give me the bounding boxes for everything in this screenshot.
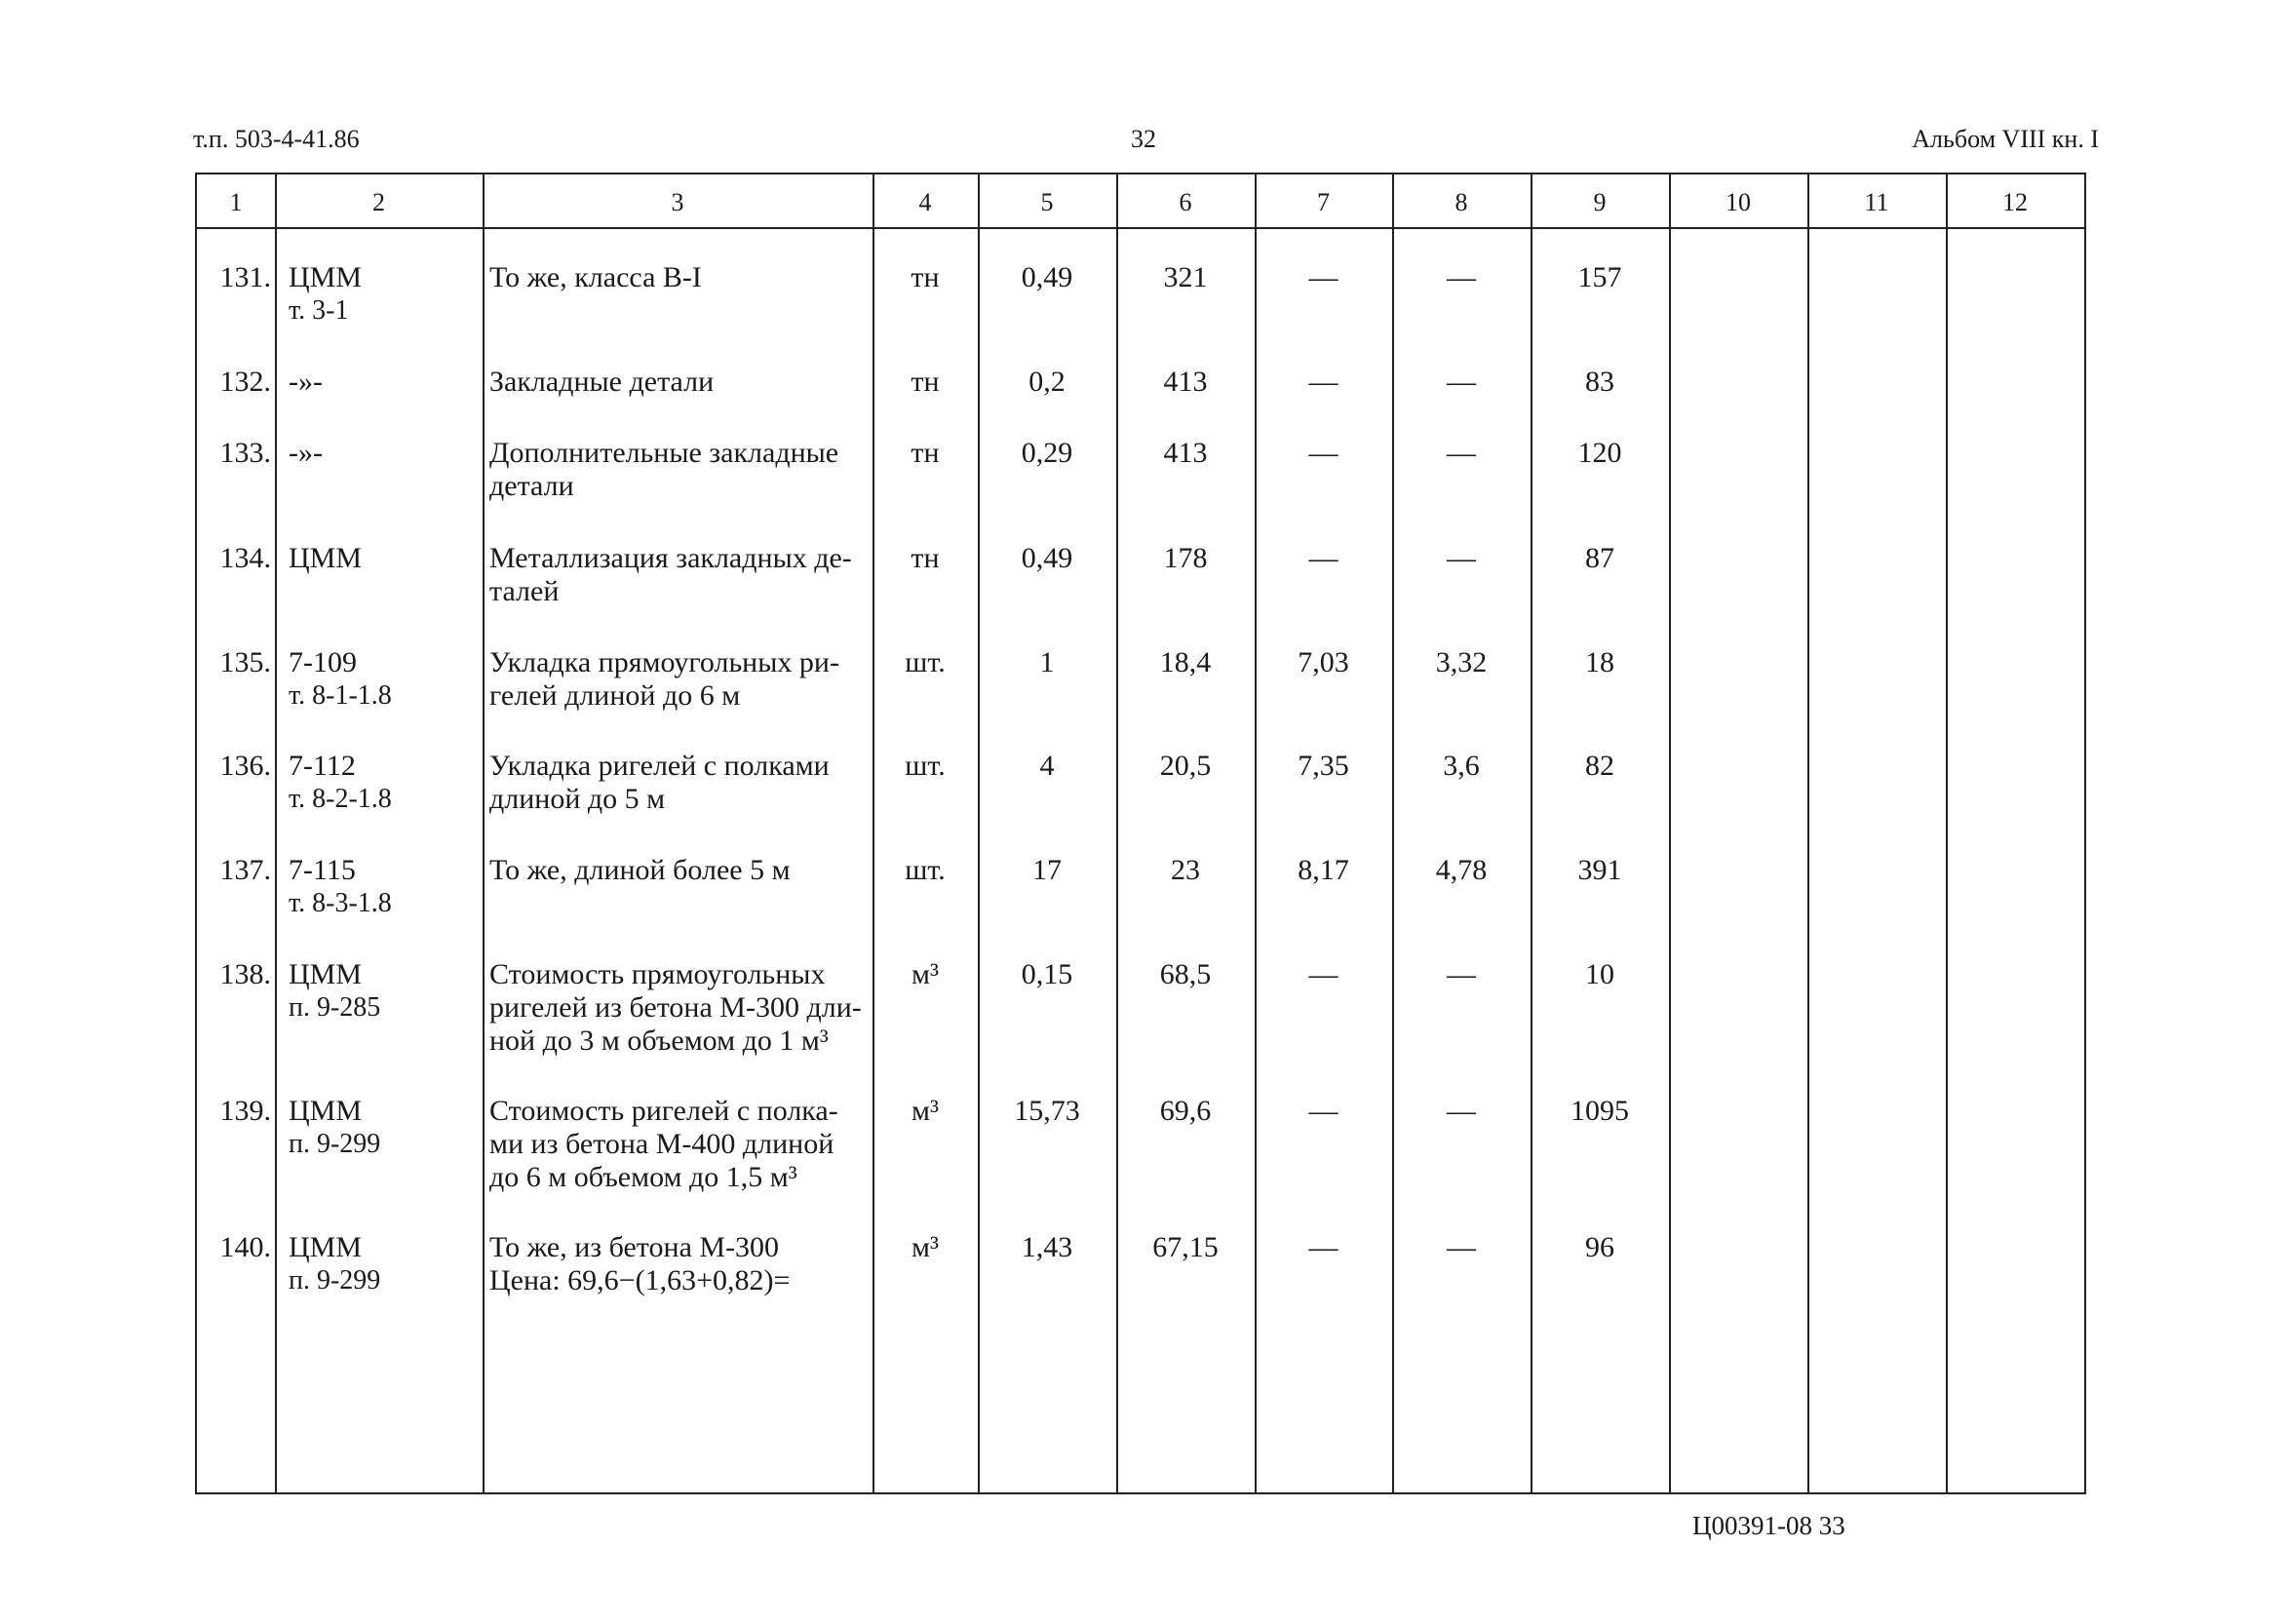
column-number-header: 6: [1179, 188, 1192, 216]
row-number: 133.: [219, 437, 271, 469]
quantity: 17: [1032, 854, 1062, 886]
machine-value: 4,78: [1435, 854, 1488, 886]
column-number-header: 5: [1040, 188, 1054, 216]
machine-value: —: [1447, 542, 1476, 574]
column-number-header: 11: [1864, 188, 1889, 216]
total-cost: 96: [1585, 1231, 1614, 1263]
unit-price: 69,6: [1159, 1095, 1212, 1127]
total-cost: 87: [1585, 542, 1614, 574]
norm-reference: 7-109 т. 8-1-1.8: [289, 646, 392, 711]
unit: м³: [911, 1095, 939, 1127]
machine-value: —: [1447, 1095, 1476, 1127]
unit: шт.: [905, 854, 946, 886]
work-description: Металлизация закладных де- талей: [489, 542, 852, 607]
norm-reference: 7-112 т. 8-2-1.8: [289, 750, 392, 814]
header-doc-code: т.п. 503-4-41.86: [193, 125, 360, 153]
machine-value: —: [1447, 958, 1476, 990]
machine-value: —: [1447, 1231, 1476, 1263]
quantity: 0,49: [1021, 542, 1073, 574]
quantity: 0,29: [1021, 437, 1073, 469]
wage-value: —: [1308, 437, 1338, 469]
column-number-header: 8: [1454, 188, 1468, 216]
unit: шт.: [905, 750, 946, 782]
wage-value: —: [1308, 1095, 1338, 1127]
column-number-header: 10: [1726, 188, 1751, 216]
footer-code: Ц00391-08 33: [1692, 1511, 1845, 1540]
wage-value: —: [1308, 542, 1338, 574]
quantity: 15,73: [1014, 1095, 1080, 1127]
unit: тн: [911, 437, 940, 469]
unit-price: 23: [1171, 854, 1200, 886]
unit-price: 413: [1163, 366, 1208, 398]
column-divider: [1807, 174, 1809, 1492]
total-cost: 1095: [1571, 1095, 1629, 1127]
column-divider: [1946, 174, 1948, 1492]
quantity: 0,49: [1021, 261, 1073, 293]
column-number-header: 1: [229, 188, 243, 216]
machine-value: 3,32: [1435, 646, 1488, 678]
total-cost: 18: [1585, 646, 1614, 678]
unit-price: 18,4: [1159, 646, 1212, 678]
work-description: То же, класса В-I: [489, 261, 702, 293]
wage-value: —: [1308, 1231, 1338, 1263]
norm-reference: ЦММ п. 9-299: [289, 1231, 381, 1295]
norm-reference: ЦММ т. 3-1: [289, 261, 363, 326]
header-divider: [197, 227, 2084, 229]
unit: шт.: [905, 646, 946, 678]
machine-value: 3,6: [1443, 750, 1480, 782]
column-number-header: 9: [1593, 188, 1607, 216]
work-description: Укладка прямоугольных ри- гелей длиной до 6 м: [489, 646, 839, 712]
total-cost: 391: [1577, 854, 1622, 886]
norm-reference: ЦММ п. 9-299: [289, 1095, 381, 1159]
total-cost: 120: [1577, 437, 1622, 469]
wage-value: 7,35: [1298, 750, 1349, 782]
total-cost: 83: [1585, 366, 1614, 398]
unit: м³: [911, 958, 939, 990]
quantity: 0,15: [1021, 958, 1073, 990]
work-description: Закладные детали: [489, 366, 715, 398]
norm-reference: -»-: [289, 437, 323, 469]
unit: тн: [911, 366, 940, 398]
unit-price: 178: [1163, 542, 1208, 574]
machine-value: —: [1447, 366, 1476, 398]
norm-reference: ЦММ п. 9-285: [289, 958, 381, 1023]
work-description: То же, длиной более 5 м: [489, 854, 791, 886]
total-cost: 157: [1577, 261, 1622, 293]
column-number-header: 2: [372, 188, 385, 216]
unit: м³: [911, 1231, 939, 1263]
total-cost: 10: [1585, 958, 1614, 990]
unit-price: 68,5: [1159, 958, 1212, 990]
column-number-header: 12: [2002, 188, 2028, 216]
unit: тн: [911, 261, 940, 293]
quantity: 4: [1039, 750, 1055, 782]
row-number: 138.: [219, 958, 271, 990]
wage-value: 7,03: [1298, 646, 1349, 678]
row-number: 139.: [219, 1095, 271, 1127]
norm-reference: -»-: [289, 366, 323, 398]
unit: тн: [911, 542, 940, 574]
wage-value: —: [1308, 261, 1338, 293]
work-description: Стоимость прямоугольных ригелей из бетона М-300 дли- ной до 3 м объемом до 1 м³: [489, 958, 862, 1057]
wage-value: —: [1308, 366, 1338, 398]
work-description: То же, из бетона М-300 Цена: 69,6−(1,63+0,82)=: [489, 1231, 791, 1296]
row-number: 140.: [219, 1231, 271, 1263]
work-description: Укладка ригелей с полками длиной до 5 м: [489, 750, 830, 815]
work-description: Дополнительные закладные детали: [489, 437, 839, 502]
row-number: 137.: [219, 854, 271, 886]
unit-price: 321: [1163, 261, 1208, 293]
machine-value: —: [1447, 437, 1476, 469]
column-divider: [275, 174, 277, 1492]
total-cost: 82: [1585, 750, 1614, 782]
quantity: 0,2: [1028, 366, 1066, 398]
column-number-header: 4: [918, 188, 932, 216]
row-number: 132.: [219, 366, 271, 398]
wage-value: —: [1308, 958, 1338, 990]
unit-price: 67,15: [1152, 1231, 1219, 1263]
wage-value: 8,17: [1298, 854, 1349, 886]
estimate-table: [195, 173, 2086, 1494]
header-page-number: 32: [1131, 125, 1156, 153]
row-number: 131.: [219, 261, 271, 293]
unit-price: 20,5: [1159, 750, 1212, 782]
quantity: 1,43: [1021, 1231, 1073, 1263]
header-album: Альбом VIII кн. I: [1912, 125, 2099, 153]
column-number-header: 7: [1317, 188, 1330, 216]
work-description: Стоимость ригелей с полка- ми из бетона М-400 длиной до 6 м объемом до 1,5 м³: [489, 1095, 838, 1193]
norm-reference: 7-115 т. 8-3-1.8: [289, 854, 392, 918]
machine-value: —: [1447, 261, 1476, 293]
column-divider: [1669, 174, 1671, 1492]
row-number: 136.: [219, 750, 271, 782]
row-number: 135.: [219, 646, 271, 678]
row-number: 134.: [219, 542, 271, 574]
norm-reference: ЦММ: [289, 542, 363, 574]
unit-price: 413: [1163, 437, 1208, 469]
column-number-header: 3: [671, 188, 684, 216]
quantity: 1: [1039, 646, 1055, 678]
